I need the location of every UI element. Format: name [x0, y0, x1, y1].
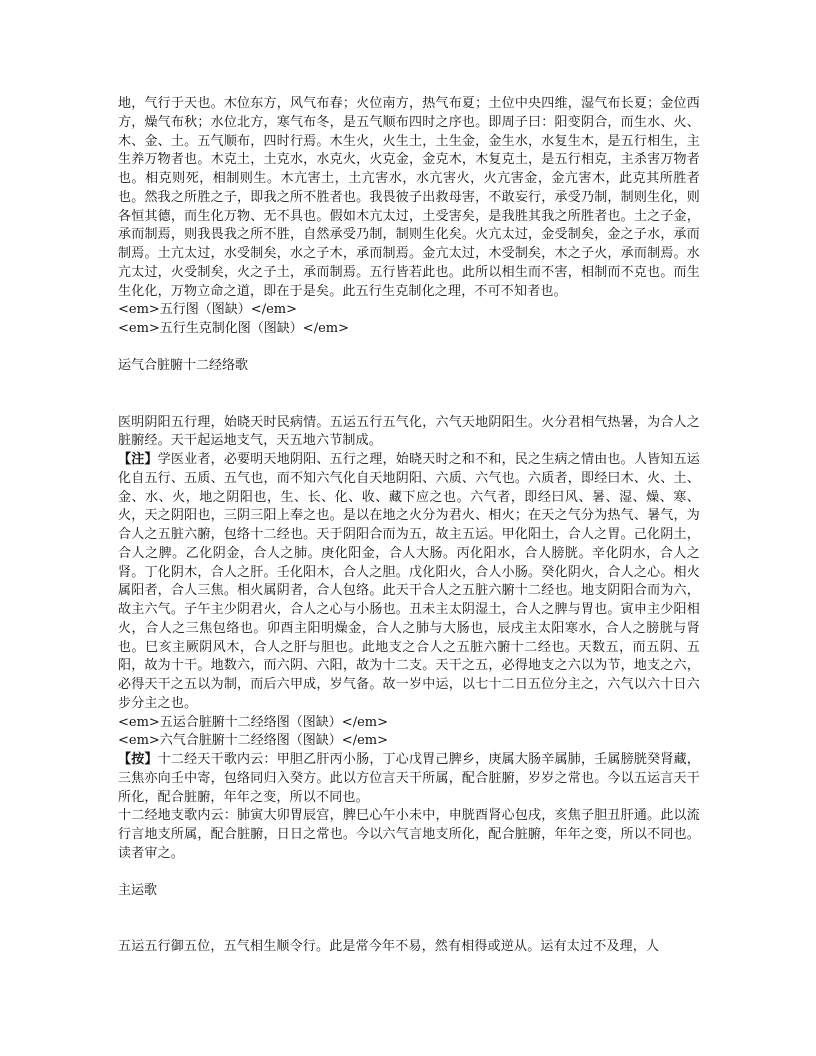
note-text: 十二经天干歌内云：甲胆乙肝丙小肠，丁心戊胃己脾乡，庚属大肠辛属肺，壬属膀胱癸肾藏，三焦亦向壬中寄，包络同归入癸方。此以方位言天干所属，配合脏腑，岁岁之常也。今以五运言天干所化，配合脏腑，年年之变，所以不同也。: [118, 752, 700, 805]
verse-paragraph: 医明阴阳五行理，始晓天时民病情。五运五行五气化，六气天地阴阳生。火分君相气热暑，为合人之脏腑经。天干起运地支气，天五地六节制成。: [118, 414, 700, 449]
note-paragraph: [118, 751, 700, 807]
figure-placeholder-five-movements: <em>五运合脏腑十二经络图（图缺）</em>: [118, 714, 388, 730]
section-heading-main-movement: 主运歌: [118, 882, 158, 898]
section-heading-viscera-meridians: 运气合脏腑十二经络歌: [118, 357, 249, 373]
five-elements-paragraph: 地，气行于天也。木位东方，风气布春；火位南方，热气布夏；土位中央四维，湿气布长夏；金位西方，燥气布秋；水位北方，寒气布冬，是五气顺布四时之序也。即周子曰：阳变阴合，而生水、火、木、金、土。五气顺布，四时行焉。木生火，火生土，土生金，金生水，水复生木，是五行相生，主生养万物者也。木克土，土克水，水克火，火克金，金克木，木复克土，是五行相克，主杀害万物者也。相克则死，相制则生。木亢害土，土亢害水，水亢害火，火亢害金，金亢害木，此克其所胜者也。然我之所胜之子，即我之所不胜者也。我畏彼子出救母害，不敢妄行，承受乃制，制则生化，则各恒其德，而生化万物、无不具也。假如木亢太过，土受害矣，是我胜其我之所胜者也。土之子金，承而制焉，则我畏我之所不胜，自然承受乃制，制则生化矣。火亢太过，金受制矣，金之子水，承而制焉。土亢太过，水受制矣，水之子木，承而制焉。金亢太过，木受制矣，木之子火，承而制焉。水亢太过，火受制矣，火之子土，承而制焉。五行皆若此也。此所以相生而不害，相制而不克也。而生生化化，万物立命之道，即在于是矣。此五行生克制化之理，不可不知者也。: [118, 96, 700, 299]
commentary-mark: 【注】: [118, 452, 158, 467]
earthly-branch-paragraph: 十二经地支歌内云：肺寅大卯胃辰宫，脾巳心午小未中，申胱酉肾心包戌，亥焦子胆丑肝通。此以流行言地支所属，配合脏腑，日日之常也。今以六气言地支所化，配合脏腑，年年之变，所以不同也。读者审之。: [118, 808, 700, 861]
document-page: [118, 95, 700, 957]
commentary-text: 学医业者，必要明天地阴阳、五行之理，始晓天时之和不和，民之生病之情由也。人皆知五运化自五行、五质、五气也，而不知六气化自天地阴阳、六质、六气也。六质者，即经曰木、火、土、金、水、火，地之阴阳也，生、长、化、收、藏下应之也。六气者，即经曰风、暑、湿、燥、寒、火，天之阴阳也，三阴三阳上奉之也。是以在地之火分为君火、相火；在天之气分为热气、暑气，为合人之五脏六腑，包络十二经也。天于阴阳合而为五，故主五运。甲化阳土，合人之胃。己化阴土，合人之脾。乙化阴金，合人之肺。庚化阳金，合人大肠。丙化阳水，合人膀胱。辛化阴水，合人之肾。丁化阴木，合人之肝。壬化阳木，合人之胆。戊化阳火，合人小肠。癸化阴火，合人之心。相火属阳者，合人三焦。相火属阴者，合人包络。此天干合人之五脏六腑十二经也。地支阴阳合而为六，故主六气。子午主少阴君火，合人之心与小肠也。丑未主太阴湿土，合人之脾与胃也。寅申主少阳相火，合人之三焦包络也。卯酉主阳明燥金，合人之肺与大肠也，辰戌主太阳寒水，合人之膀胱与肾也。巳亥主厥阴风木，合人之肝与胆也。此地支之合人之五脏六腑十二经也。天数五，而五阴、五阳，故为十干。地数六，而六阴、六阳，故为十二支。天干之五，必得地支之六以为节，地支之六，必得天干之五以为制，而后六甲成，岁气备。故一岁中运，以七十二日五位分主之，六气以六十日六步分主之也。: [118, 452, 700, 711]
figure-placeholder-six-qi: <em>六气合脏腑十二经络图（图缺）</em>: [118, 733, 388, 749]
figure-placeholder-generation-restraint: <em>五行生克制化图（图缺）</em>: [118, 321, 349, 336]
main-movement-verse: 五运五行御五位，五气相生顺令行。此是常今年不易，然有相得或逆从。运有太过不及理，人: [118, 939, 660, 955]
figure-placeholder-five-elements: <em>五行图（图缺）</em>: [118, 302, 297, 318]
note-mark: 【按】: [118, 752, 158, 767]
commentary-paragraph: [118, 451, 700, 714]
